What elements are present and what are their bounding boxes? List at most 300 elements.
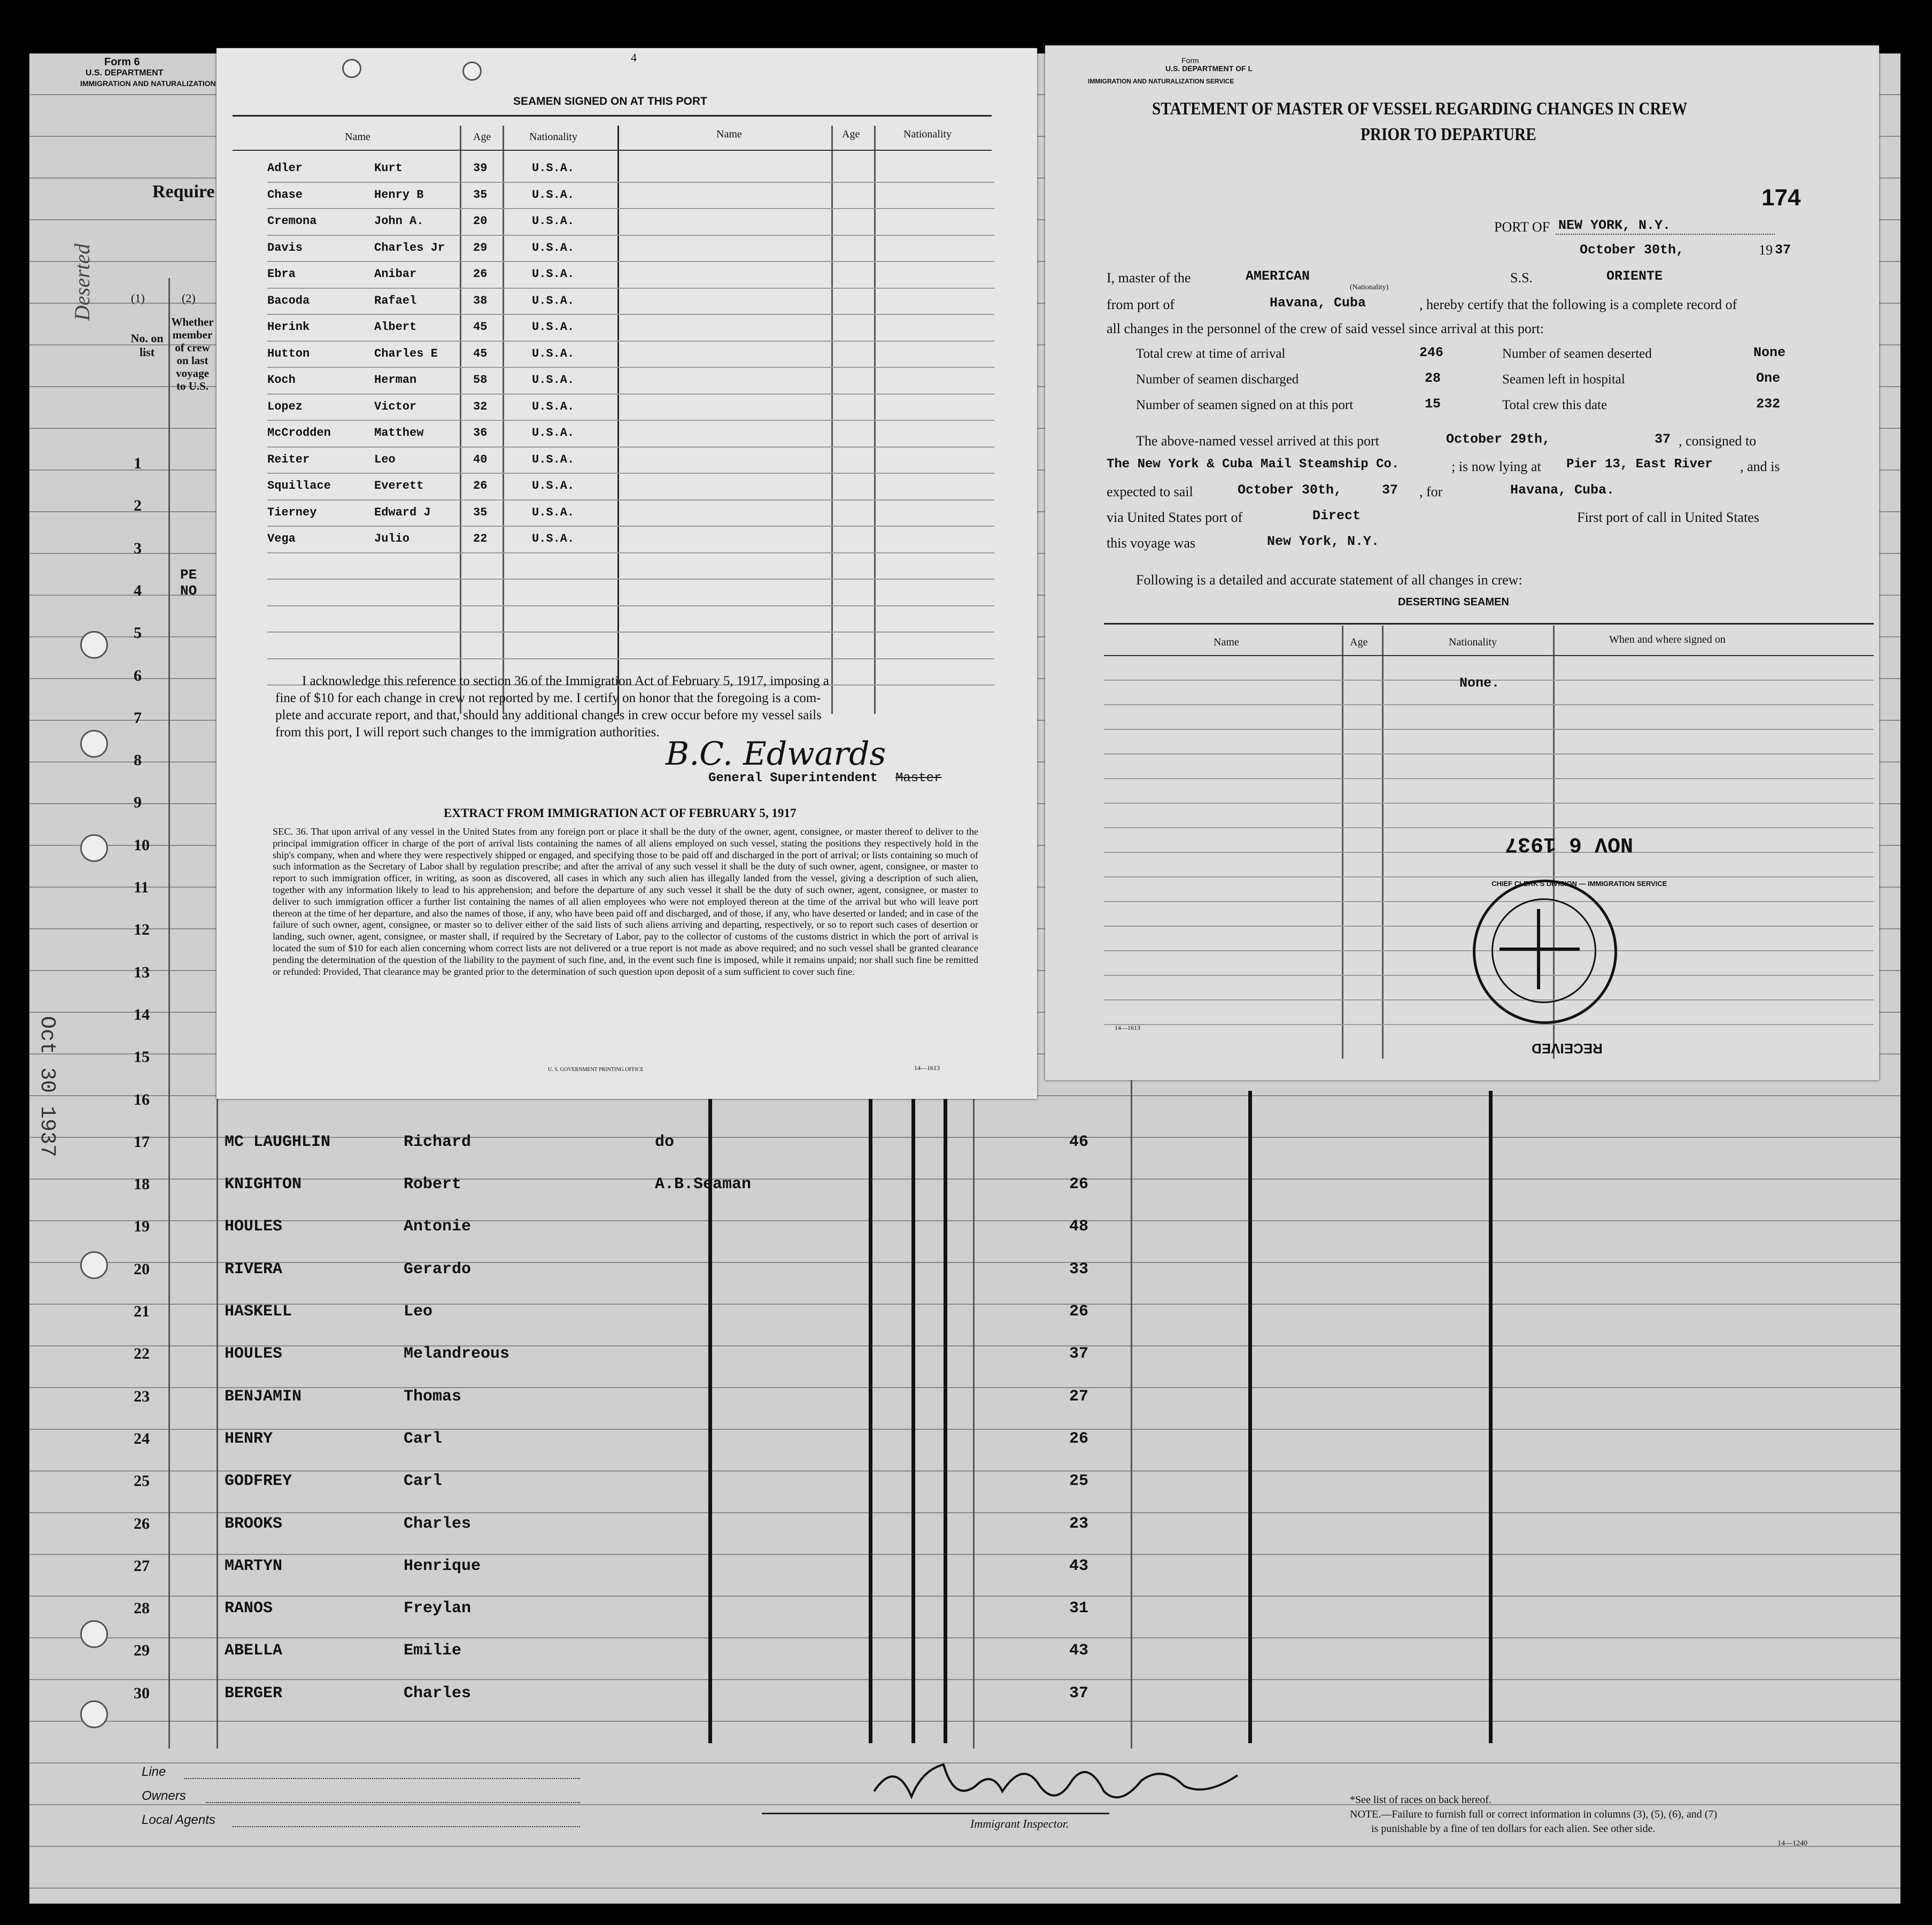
seaman-surname: Herink (267, 320, 310, 334)
deserted-note: Deserted (70, 243, 94, 321)
table-row (29, 1628, 1900, 1670)
footnote-3: is punishable by a fine of ten dollars for each alien. See other side. (1371, 1823, 1656, 1835)
signer-title: General Superintendent (708, 771, 878, 786)
extract-text: SEC. 36. That upon arrival of any vessel in the United States from any foreign port or place it shall be the duty of the owner, agent, consignee, or master thereof to deliver to the principal immigration officer in charge of the port of arrival lists containing the names of all aliens employed on such vessel, stating the positions they respectively hold in the ship's company, when and where they were respectively shipped or engaged, and specifying those to be paid off and discharged in the port of arrival; or lists containing so much of such information as the Secretary of Labor shall by regulation prescribe; and after the arrival of any such vessel it shall be the duty of such owner, agent, consignee, or master to report to such immigration officer, in writing, as soon as discovered, all cases in which any such alien has illegally landed from the vessel, giving a description of such alien, together with any information likely to lead to his apprehension; and before the departure of any such vessel it shall be the duty of such owner, agent, consignee, or master to deliver to such immigration officer a further list containing the names of all alien employees who were not employed thereon at the time of the arrival but who will leave port thereon at the time of her departure, and also the names of those, if any, who have been paid off and discharged, and of those, if any, who have deserted or landed; and in case of the failure of such owner, agent, consignee, or master so to deliver either of the said lists of such aliens arriving and departing, respectively, or so to report such cases of desertion or landing, such owner, agent, consignee, or master shall, if required by the Secretary of Labor, pay to the collector of customs of the customs district in which the port of arrival is located the sum of $10 for each alien concerning whom correct lists are not delivered or a true report is not made as above required; and no such vessel shall be granted clearance pending the determination of the question of the liability to the payment of such fine, and, in the event such fine is imposed, while it remains unpaid; nor shall such fine be remitted or refunded: Provided, That clearance may be granted prior to the determination of such question upon deposit of a sum sufficient to cover such fine. (273, 826, 978, 977)
seaman-nationality: U.S.A. (532, 267, 575, 281)
row-surname: BENJAMIN (225, 1387, 302, 1406)
stamp-date: NOV 6 1937 (1505, 831, 1634, 856)
row-age: 37 (1069, 1345, 1089, 1364)
header-age-2: Age (842, 128, 860, 140)
row-surname: BROOKS (225, 1514, 283, 1533)
seaman-age: 26 (473, 267, 488, 281)
punch-hole (80, 1251, 108, 1279)
total-arrival-value: 246 (1419, 345, 1444, 360)
seaman-surname: Lopez (267, 399, 303, 413)
seaman-surname: Chase (267, 188, 303, 202)
row-number: 1 (134, 455, 142, 472)
title-rule (233, 115, 992, 117)
master-signature: B.C. Edwards (666, 735, 886, 773)
row-given-name: Robert (404, 1175, 462, 1194)
row-surname: MC LAUGHLIN (225, 1133, 331, 1151)
seaman-row (217, 320, 1037, 347)
row-number: 20 (134, 1260, 150, 1278)
hospital-label: Seamen left in hospital (1502, 372, 1625, 387)
seaman-age: 35 (473, 505, 488, 519)
header-rule (233, 150, 992, 151)
seaman-row (217, 373, 1037, 400)
seaman-surname: Davis (267, 241, 303, 255)
row-number: 3 (134, 539, 142, 557)
discharged-label: Number of seamen discharged (1136, 372, 1299, 387)
row-rule (1104, 827, 1874, 828)
deserting-title: DESERTING SEAMEN (1398, 596, 1509, 608)
rule (1382, 626, 1384, 1059)
certify-2: all changes in the personnel of the crew of said vessel since arrival at this port: (1107, 321, 1544, 336)
row-age: 48 (1069, 1218, 1089, 1236)
statement-title-2: PRIOR TO DEPARTURE (1361, 125, 1536, 144)
seaman-age: 26 (473, 479, 488, 492)
total-date-label: Total crew this date (1502, 398, 1608, 412)
seaman-nationality: U.S.A. (532, 188, 575, 202)
table-row (29, 1671, 1900, 1713)
row-given-name: Richard (404, 1133, 472, 1151)
consignee: The New York & Cuba Mail Steamship Co. (1107, 457, 1400, 472)
seaman-nationality: U.S.A. (532, 373, 575, 387)
arrived-label: The above-named vessel arrived at this port (1136, 433, 1379, 449)
row-age: 37 (1069, 1684, 1089, 1703)
table-row (29, 1289, 1900, 1331)
row-surname: HOULES (225, 1218, 283, 1236)
ack-line-4: from this port, I will report such changes to the immigration authorities. (275, 725, 660, 740)
owners-label: Owners (142, 1789, 186, 1803)
row-age: 31 (1069, 1599, 1089, 1618)
row-age: 23 (1069, 1514, 1089, 1533)
seaman-surname: Cremona (267, 214, 317, 228)
row-age: 46 (1069, 1133, 1089, 1151)
year-value: 37 (1775, 242, 1791, 258)
row-number: 27 (134, 1557, 150, 1575)
punch-hole (80, 834, 108, 862)
for-label: , for (1419, 484, 1443, 499)
line-label: Line (142, 1765, 166, 1779)
row-surname: ABELLA (225, 1642, 283, 1660)
seaman-age: 45 (473, 320, 488, 334)
seaman-age: 39 (473, 161, 488, 175)
punch-hole (80, 1620, 108, 1648)
row-given-name: Charles (404, 1514, 472, 1533)
seaman-given: Kurt (374, 161, 403, 175)
row-number: 23 (134, 1387, 150, 1405)
date-value: October 30th, (1580, 242, 1684, 258)
seaman-given: Matthew (374, 426, 424, 440)
table-row (29, 1416, 1900, 1459)
table-row (29, 1459, 1900, 1501)
seaman-age: 20 (473, 214, 488, 228)
des-header-rule (1104, 655, 1874, 656)
first-port: New York, N.Y. (1267, 534, 1380, 549)
row-rule (1104, 778, 1874, 779)
master-label: I, master of the (1107, 270, 1191, 286)
punch-hole (80, 730, 108, 758)
row-number: 26 (134, 1514, 150, 1533)
expected-label: expected to sail (1107, 484, 1193, 499)
arrived-year: 37 (1655, 432, 1671, 447)
form-label: Form 6 (104, 56, 140, 68)
deserted-value: None (1753, 345, 1786, 360)
col-head-2: (2) (182, 291, 196, 305)
header-name: Name (345, 131, 370, 143)
seaman-surname: Vega (267, 532, 296, 545)
header-name-2: Name (716, 128, 742, 140)
seaman-age: 38 (473, 294, 488, 307)
row-number: 28 (134, 1599, 150, 1618)
nationality-value: AMERICAN (1246, 268, 1310, 284)
row-number: 25 (134, 1472, 150, 1490)
row-number: 7 (134, 709, 142, 727)
seaman-given: Everett (374, 479, 424, 492)
seaman-given: Henry B (374, 188, 424, 202)
seaman-given: Leo (374, 452, 396, 466)
following-label: Following is a detailed and accurate statement of all changes in crew: (1136, 572, 1523, 588)
row-surname: GODFREY (225, 1472, 292, 1491)
sail-date: October 30th, (1238, 482, 1342, 498)
des-header-nationality: Nationality (1449, 636, 1497, 648)
row-given-name: Carl (404, 1429, 443, 1448)
struck-master: Master (895, 771, 942, 786)
seamen-signed-on-sheet (217, 48, 1037, 1099)
printer-credit: U. S. GOVERNMENT PRINTING OFFICE (548, 1067, 644, 1073)
sheet-title: SEAMEN SIGNED ON AT THIS PORT (513, 95, 707, 107)
base-form-code: 14—1240 (1778, 1839, 1807, 1847)
row-age: 26 (1069, 1429, 1089, 1448)
row-rule (1104, 1024, 1874, 1025)
table-row (29, 1374, 1900, 1416)
punch-hole (80, 631, 108, 659)
total-date-value: 232 (1756, 396, 1781, 412)
nationality-caption: (Nationality) (1350, 283, 1389, 291)
seaman-row (217, 400, 1037, 427)
seaman-row (217, 214, 1037, 241)
sheet-number: 174 (1761, 184, 1801, 211)
inspector-label: Immigrant Inspector. (970, 1817, 1069, 1830)
row-number: 11 (134, 879, 149, 896)
ss-label: S.S. (1510, 270, 1533, 286)
seaman-age: 36 (473, 426, 488, 440)
row-age: 43 (1069, 1557, 1089, 1575)
seaman-given: Charles E (374, 346, 438, 360)
table-row (29, 1544, 1900, 1586)
deserted-label: Number of seamen deserted (1502, 346, 1652, 361)
total-arrival-label: Total crew at time of arrival (1136, 346, 1286, 361)
row-number: 6 (134, 666, 142, 684)
punch-hole (342, 59, 361, 78)
seaman-nationality: U.S.A. (532, 505, 575, 519)
seaman-surname: Hutton (267, 346, 310, 360)
table-row (29, 1162, 1900, 1204)
date-stamp: Oct 30 1937 (35, 1016, 59, 1158)
row-surname: MARTYN (225, 1557, 283, 1575)
row-age: 26 (1069, 1303, 1089, 1321)
extract-title: EXTRACT FROM IMMIGRATION ACT OF FEBRUARY 5, 1917 (444, 806, 797, 820)
row-given-name: Carl (404, 1472, 443, 1491)
arrived-date: October 29th, (1446, 432, 1551, 447)
col-2-label: Whether member of crew on last voyage to U.S. (171, 315, 214, 392)
year-prefix: 19 (1759, 242, 1773, 258)
row-rule (1104, 803, 1874, 804)
right-form-no: Form (1181, 56, 1199, 65)
seaman-given: John A. (374, 214, 424, 228)
row-rule (1104, 704, 1874, 705)
row-age: 33 (1069, 1260, 1089, 1279)
sail-year: 37 (1382, 482, 1398, 498)
right-dept: U.S. DEPARTMENT OF L (1165, 64, 1253, 73)
row-rule (267, 658, 994, 659)
row-number: 15 (134, 1048, 150, 1066)
seaman-nationality: U.S.A. (532, 479, 575, 492)
seaman-nationality: U.S.A. (532, 161, 575, 175)
port-field (1556, 234, 1775, 235)
seaman-age: 45 (473, 346, 488, 360)
row-number: 18 (134, 1175, 150, 1194)
statement-title-1: STATEMENT OF MASTER OF VESSEL REGARDING CHANGES IN CREW (1152, 99, 1688, 119)
row-given-name: Henrique (404, 1557, 481, 1575)
agents-label: Local Agents (142, 1813, 215, 1827)
row-given-name: Melandreous (404, 1345, 510, 1364)
seaman-given: Charles Jr (374, 241, 445, 255)
header-age: Age (473, 131, 491, 143)
deserting-none: None. (1459, 675, 1500, 691)
row-number: 30 (134, 1684, 150, 1702)
master-statement-sheet (1045, 45, 1879, 1080)
header-nationality: Nationality (529, 131, 577, 143)
row-given-name: Leo (404, 1303, 433, 1321)
port-value: NEW YORK, N.Y. (1558, 218, 1671, 233)
line-field (184, 1778, 580, 1779)
right-service: IMMIGRATION AND NATURALIZATION SERVICE (1088, 78, 1234, 85)
hospital-value: One (1756, 371, 1781, 386)
seaman-age: 22 (473, 532, 488, 545)
table-row (29, 1331, 1900, 1374)
seaman-row (217, 506, 1037, 533)
row-surname: RANOS (225, 1599, 273, 1618)
owners-field (206, 1802, 580, 1803)
row-rule (267, 605, 994, 606)
row-4-mark: PE NO (180, 567, 197, 599)
row-surname: HOULES (225, 1345, 283, 1364)
seaman-nationality: U.S.A. (532, 214, 575, 228)
seaman-age: 32 (473, 399, 488, 413)
seaman-surname: Tierney (267, 505, 317, 519)
row-number: 14 (134, 1005, 150, 1023)
page-number: 4 (631, 51, 637, 64)
seaman-row (217, 347, 1037, 374)
deserting-rule (1104, 623, 1874, 625)
row-number: 22 (134, 1345, 150, 1363)
destination: Havana, Cuba. (1510, 482, 1615, 498)
required-label: Require (152, 182, 215, 202)
row-given-name: Freylan (404, 1599, 472, 1618)
stamp-received: RECEIVED (1532, 1041, 1603, 1057)
seaman-surname: McCrodden (267, 426, 331, 440)
seaman-row (217, 241, 1037, 268)
row-given-name: Thomas (404, 1387, 462, 1406)
signed-label: Number of seamen signed on at this port (1136, 398, 1354, 412)
seaman-row (217, 479, 1037, 506)
signed-value: 15 (1425, 396, 1441, 412)
department-label: U.S. DEPARTMENT (86, 68, 164, 78)
row-number: 16 (134, 1090, 150, 1108)
row-age: 25 (1069, 1472, 1089, 1491)
row-rule (1104, 876, 1874, 877)
seaman-surname: Koch (267, 373, 296, 387)
row-rule (267, 632, 994, 633)
row-given-name: Emilie (404, 1642, 462, 1660)
seaman-age: 40 (473, 452, 488, 466)
row-number: 12 (134, 921, 150, 939)
row-surname: BERGER (225, 1684, 283, 1703)
row-rule (1104, 901, 1874, 902)
seaman-row (217, 453, 1037, 480)
seaman-surname: Squillace (267, 479, 331, 492)
row-surname: RIVERA (225, 1260, 283, 1279)
row-age: 26 (1069, 1175, 1089, 1194)
seaman-given: Rafael (374, 294, 417, 307)
footnote-2: NOTE.—Failure to furnish full or correct information in columns (3), (5), (6), and (7) (1350, 1808, 1718, 1820)
received-stamp (1473, 880, 1667, 1024)
from-port: Havana, Cuba (1270, 295, 1366, 311)
voyage-label: this voyage was (1107, 535, 1196, 551)
inspector-signature (863, 1749, 1248, 1818)
first-port-label: First port of call in United States (1577, 510, 1759, 525)
row-number: 2 (134, 497, 142, 515)
row-number: 24 (134, 1429, 150, 1447)
seaman-nationality: U.S.A. (532, 294, 575, 307)
row-number: 29 (134, 1642, 150, 1660)
row-number: 9 (134, 794, 142, 812)
table-row (29, 1120, 1900, 1162)
seaman-row (217, 426, 1037, 453)
des-header-signed: When and where signed on (1609, 634, 1726, 645)
row-number: 19 (134, 1218, 150, 1236)
seaman-given: Albert (374, 320, 417, 334)
row-rule (1104, 852, 1874, 853)
punch-hole (80, 1700, 108, 1728)
row-given-name: Gerardo (404, 1260, 472, 1279)
row-number: 8 (134, 751, 142, 769)
seaman-given: Victor (374, 399, 417, 413)
seaman-given: Herman (374, 373, 417, 387)
seaman-nationality: U.S.A. (532, 320, 575, 334)
seaman-surname: Ebra (267, 267, 296, 281)
certify-1: , hereby certify that the following is a complete record of (1419, 297, 1737, 312)
row-given-name: Antonie (404, 1218, 472, 1236)
row-surname: HASKELL (225, 1303, 292, 1321)
seaman-nationality: U.S.A. (532, 346, 575, 360)
des-header-name: Name (1214, 636, 1239, 648)
row-rule (267, 579, 994, 580)
port-label: PORT OF (1494, 219, 1550, 235)
row-age: 27 (1069, 1387, 1089, 1406)
row-position: A.B.Seaman (655, 1175, 752, 1194)
service-label: IMMIGRATION AND NATURALIZATION (80, 79, 216, 88)
row-age: 43 (1069, 1642, 1089, 1660)
stamp-clock-hand (1500, 948, 1580, 951)
row-number: 21 (134, 1303, 150, 1320)
agents-field (233, 1826, 580, 1827)
footnote-1: *See list of races on back hereof. (1350, 1794, 1491, 1806)
seaman-row (217, 294, 1037, 321)
seaman-age: 58 (473, 373, 488, 387)
table-row (29, 1502, 1900, 1544)
seaman-nationality: U.S.A. (532, 452, 575, 466)
seaman-nationality: U.S.A. (532, 532, 575, 545)
ack-line-1: I acknowledge this reference to section 36 of the Immigration Act of February 5, 1917, imposing a (302, 674, 829, 688)
des-header-age: Age (1350, 636, 1368, 648)
right-form-code: 14—1613 (1115, 1024, 1140, 1031)
consigned-label: , consigned to (1679, 433, 1757, 449)
row-surname: HENRY (225, 1429, 273, 1448)
row-number: 10 (134, 836, 150, 854)
seaman-row (217, 161, 1037, 188)
ack-line-3: plete and accurate report, and that, should any additional changes in crew occur before my vessel sails (275, 708, 822, 722)
row-position: do (655, 1133, 675, 1151)
seaman-given: Julio (374, 532, 410, 545)
seaman-row (217, 188, 1037, 215)
row-given-name: Charles (404, 1684, 472, 1703)
row-rule (1104, 729, 1874, 730)
seaman-nationality: U.S.A. (532, 426, 575, 440)
col-1-label: No. on list (130, 332, 164, 359)
seaman-age: 35 (473, 188, 488, 202)
seaman-given: Anibar (374, 267, 417, 281)
rule (1342, 626, 1343, 1059)
stamp-inner-ring (1491, 898, 1596, 1003)
via-label: via United States port of (1107, 510, 1243, 525)
via-port: Direct (1312, 508, 1361, 523)
row-number: 4 (134, 581, 142, 599)
inspector-line (762, 1813, 1109, 1814)
seaman-nationality: U.S.A. (532, 399, 575, 413)
discharged-value: 28 (1425, 371, 1441, 386)
pier: Pier 13, East River (1566, 457, 1713, 472)
from-label: from port of (1107, 297, 1175, 312)
vessel-name: ORIENTE (1606, 268, 1663, 284)
seaman-row (217, 532, 1037, 559)
row-number: 13 (134, 963, 150, 981)
table-row (29, 1586, 1900, 1628)
seaman-nationality: U.S.A. (532, 241, 575, 255)
header-nationality-2: Nationality (903, 128, 952, 140)
left-form-code: 14—1613 (914, 1064, 940, 1072)
row-number: 5 (134, 624, 142, 642)
table-row (29, 1204, 1900, 1246)
row-number: 17 (134, 1133, 150, 1151)
stamp-ring-text: CHIEF CLERK'S DIVISION — IMMIGRATION SERVICE (1491, 880, 1667, 888)
seaman-given: Edward J (374, 505, 431, 519)
table-row (29, 1247, 1900, 1289)
seaman-row (217, 267, 1037, 294)
lying-label: ; is now lying at (1451, 459, 1541, 474)
row-rule (1104, 753, 1874, 754)
row-rule (1104, 999, 1874, 1000)
seaman-surname: Reiter (267, 452, 310, 466)
row-surname: KNIGHTON (225, 1175, 302, 1194)
seaman-age: 29 (473, 241, 488, 255)
seaman-surname: Adler (267, 161, 303, 175)
punch-hole (462, 61, 482, 81)
col-head-1: (1) (131, 291, 145, 305)
seaman-surname: Bacoda (267, 294, 310, 307)
